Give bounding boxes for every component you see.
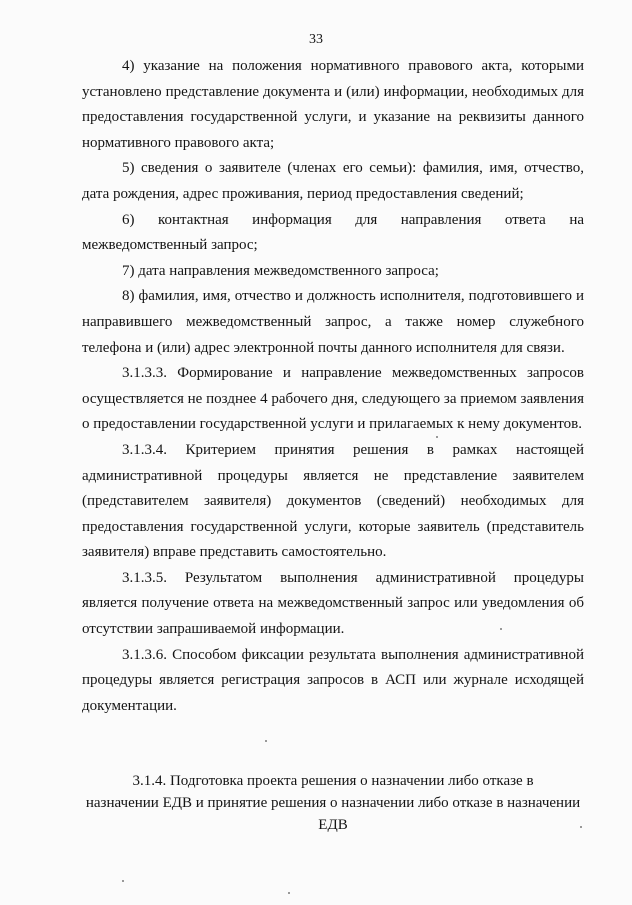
section-heading-3-1-4 — [82, 770, 584, 836]
paragraph-item-6: 6) контактная информация для направления ответа на межведомственный запрос; — [82, 211, 584, 254]
paragraph-3-1-3-4: 3.1.3.4. Критерием принятия решения в рамках настоящей административной процедуры является не представление заявителем (представителем заявителя) документов (сведений) необходимых для предоставления государственной услуги, которые заявитель (представитель заявителя) вправе представить самостоятельно. — [82, 441, 584, 561]
scan-speck — [122, 880, 124, 882]
paragraph-item-8: 8) фамилия, имя, отчество и должность исполнителя, подготовившего и направившего межведомственный запрос, а также номер служебного телефона и (или) адрес электронной почты данного исполнителя для связи. — [82, 288, 584, 356]
paragraph-item-5: 5) сведения о заявителе (членах его семьи): фамилия, имя, отчество, дата рождения, адрес проживания, период предоставления сведений; — [82, 160, 584, 202]
paragraph-3-1-3-5: 3.1.3.5. Результатом выполнения административной процедуры является получение ответа на межведомственный запрос или уведомления об отсутствии запрашиваемой информации. — [82, 569, 584, 638]
scan-speck — [436, 436, 438, 438]
scan-speck — [580, 826, 582, 828]
scan-speck — [288, 892, 290, 894]
scan-speck — [265, 740, 267, 742]
paragraph-3-1-3-6: 3.1.3.6. Способом фиксации результата выполнения административной процедуры является регистрация запросов в АСП или журнале исходящей документации. — [82, 646, 584, 714]
body-text — [82, 54, 584, 719]
section-heading-line: 3.1.4. Подготовка проекта решения о назначении либо отказе в — [132, 773, 534, 789]
section-heading-line: ЕДВ — [318, 817, 348, 833]
section-heading-line: назначении ЕДВ и принятие решения о назначении либо отказе в назначении — [85, 795, 581, 811]
page-number: 33 — [309, 32, 323, 47]
paragraph-item-4: 4) указание на положения нормативного правового акта, которыми установлено представление документа и (или) информации, необходимых для предоставления государственной услуги, и указание на реквизиты данного нормативного правового акта; — [82, 58, 584, 151]
paragraph-item-7: 7) дата направления межведомственного запроса; — [122, 262, 439, 279]
paragraph-3-1-3-3: 3.1.3.3. Формирование и направление межведомственных запросов осуществляется не позднее 4 рабочего дня, следующего за приемом заявления о предоставлении государственной услуги и прилагаемых к нему документов. — [82, 365, 584, 433]
scan-speck — [500, 628, 502, 630]
